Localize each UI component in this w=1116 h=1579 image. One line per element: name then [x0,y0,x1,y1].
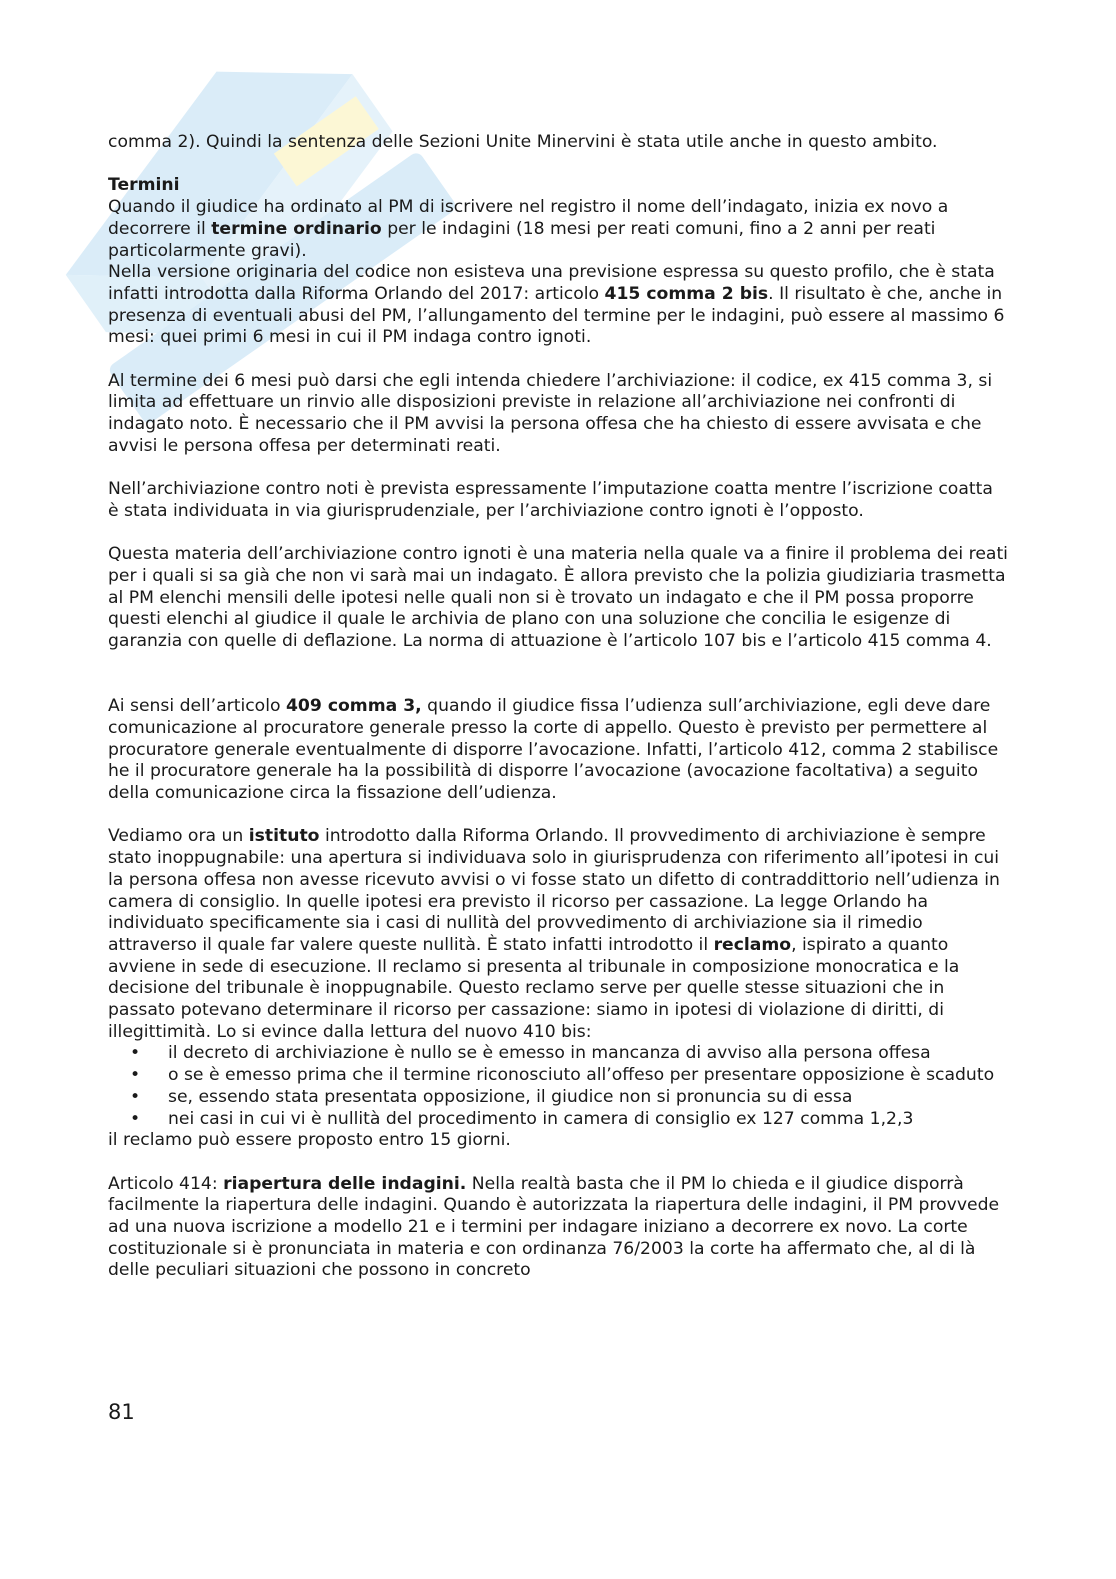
nullity-list [108,1043,1008,1130]
list-item: • se, essendo stata presentata opposizione, il giudice non si pronuncia su di essa [130,1086,853,1107]
list-item: • nei casi in cui vi è nullità del procedimento in camera di consiglio ex 127 comma 1,2,3 [130,1108,914,1129]
list-item: • il decreto di archiviazione è nullo se è emesso in mancanza di avviso alla persona offesa [130,1043,931,1064]
paragraph-409: Ai sensi dell’articolo 409 comma 3, quando il giudice fissa l’udienza sull’archiviazione, egli deve dare comunicazione al procuratore generale presso la corte di appello. Questo è previsto per permettere al procuratore generale eventualmente di disporre l’avocazione. Infatti, l’articolo 412, comma 2 stabilisce he il procuratore generale ha la possibilità di disporre l’avocazione (avocazione facoltativa) a seguito della comunicazione circa la fissazione dell’udienza. [108,696,999,803]
intro-paragraph: comma 2). Quindi la sentenza delle Sezioni Unite Minervini è stata utile anche in questo ambito. [108,132,938,152]
document-page [108,132,1008,1282]
paragraph-archiviazione: Al termine dei 6 mesi può darsi che egli intenda chiedere l’archiviazione: il codice, ex 415 comma 3, si limita ad effettuare un rinvio alle disposizioni previste in relazione all’archiviazione nei confronti di indagato noto. È necessario che il PM avvisi la persona offesa che ha chiesto di essere avvisata e che avvisi le persona offesa per determinati reati. [108,370,993,456]
termini-paragraph-2: Nella versione originaria del codice non esisteva una previsione espressa su questo profilo, che è stata infatti introdotta dalla Riforma Orlando del 2017: articolo 415 comma 2 bis. Il risultato è che, anche in presenza di eventuali abusi del PM, l’allungamento del termine per le indagini, può essere al massimo 6 mesi: quei primi 6 mesi in cui il PM indaga contro ignoti. [108,262,1005,348]
paragraph-riapertura: Articolo 414: riapertura delle indagini. Nella realtà basta che il PM lo chieda e il giudice disporrà facilmente la riapertura delle indagini. Quando è autorizzata la riapertura delle indagini, il PM provvede ad una nuova iscrizione a modello 21 e i termini per indagare iniziano a decorrere ex novo. La corte costituzionale si è pronunciata in materia e con ordinanza 76/2003 la corte ha affermato che, al di là delle peculiari situazioni che possono in concreto [108,1173,1000,1281]
paragraph-contro-noti: Nell’archiviazione contro noti è prevista espressamente l’imputazione coatta mentre l’iscrizione coatta è stata individuata in via giurisprudenziale, per l’archiviazione contro ignoti è l’opposto. [108,479,993,521]
termini-paragraph-1: Quando il giudice ha ordinato al PM di iscrivere nel registro il nome dell’indagato, inizia ex novo a decorrere il termine ordinario per le indagini (18 mesi per reati comuni, fino a 2 anni per reati particolarmente gravi). [108,197,949,261]
after-list-paragraph: il reclamo può essere proposto entro 15 giorni. [108,1130,511,1151]
list-item: • o se è emesso prima che il termine riconosciuto all’offeso per presentare opposizione è scaduto [130,1065,995,1086]
section-heading-termini: Termini [108,175,180,196]
page-number: 81 [108,1400,135,1424]
paragraph-contro-ignoti: Questa materia dell’archiviazione contro ignoti è una materia nella quale va a finire il problema dei reati per i quali si sa già che non vi sarà mai un indagato. È allora previsto che la polizia giudiziaria trasmetta al PM elenchi mensili delle ipotesi nelle quali non si è trovato un indagato e che il PM possa proporre questi elenchi al giudice il quale le archivia de plano con una soluzione che concilia le esigenze di garanzia con quelle di deflazione. La norma di attuazione è l’articolo 107 bis e l’articolo 415 comma 4. [108,544,1008,652]
paragraph-reclamo: Vediamo ora un istituto introdotto dalla Riforma Orlando. Il provvedimento di archiviazione è sempre stato inoppugnabile: una apertura si individuava solo in giurisprudenza con riferimento all’ipotesi in cui la persona offesa non avesse ricevuto avvisi o vi fosse stato un difetto di contraddittorio nell’udienza in camera di consiglio. In quelle ipotesi era previsto il ricorso per cassazione. La legge Orlando ha individuato specificamente sia i casi di nullità del provvedimento di archiviazione sia il rimedio attraverso il quale far valere queste nullità. È stato infatti introdotto il reclamo, ispirato a quanto avviene in sede di esecuzione. Il reclamo si presenta al tribunale in composizione monocratica e la decisione del tribunale è inoppugnabile. Questo reclamo serve per quelle stesse situazioni che in passato potevano determinare il ricorso per cassazione: siamo in ipotesi di violazione di diritti, di illegittimità. Lo si evince dalla lettura del nuovo 410 bis: [108,826,1000,1042]
